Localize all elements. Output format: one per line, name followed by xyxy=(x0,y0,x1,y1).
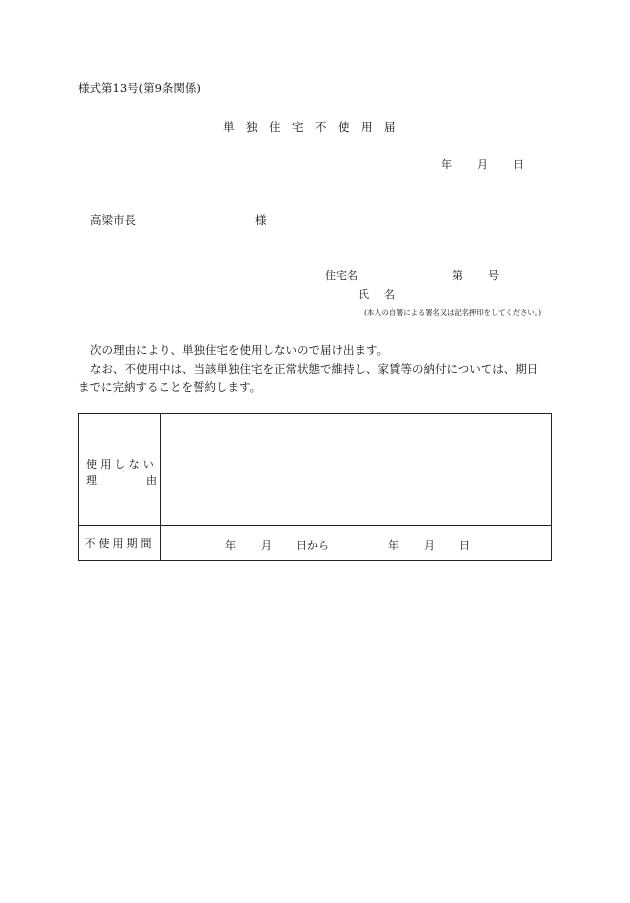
details-table xyxy=(78,413,552,561)
reason-row xyxy=(79,414,552,526)
period-value-cell[interactable] xyxy=(161,526,552,561)
title-char: 住 xyxy=(269,120,281,134)
title-char: 届 xyxy=(384,120,396,134)
reason-label-line2b: 由 xyxy=(146,474,157,487)
reason-label-line2a: 理 xyxy=(86,474,97,487)
period-row xyxy=(79,526,552,561)
name-label-first: 氏 xyxy=(358,288,369,301)
title-char: 用 xyxy=(361,120,373,134)
period-from-year: 年 xyxy=(225,539,236,552)
period-from-month: 月 xyxy=(261,539,272,552)
name-label-second: 名 xyxy=(384,288,395,301)
addressee-name: 高梁市長 xyxy=(90,213,136,227)
form-number: 様式第13号(第9条関係) xyxy=(78,81,201,95)
title-char: 不 xyxy=(315,120,327,134)
housing-number-prefix: 第 xyxy=(452,269,463,282)
addressee-honorific: 様 xyxy=(255,213,267,227)
reason-label-line1: 使用しない xyxy=(86,458,157,471)
date-day-label: 日 xyxy=(513,158,524,171)
body-line-2: なお、不使用中は、当該単独住宅を正常状態で維持し、家賃等の納付については、期日 xyxy=(90,362,539,376)
title-char: 宅 xyxy=(292,120,304,134)
signature-note: (本人の自署による署名又は記名押印をしてください。) xyxy=(364,308,541,317)
body-line-1: 次の理由により、単独住宅を使用しないので届け出ます。 xyxy=(90,343,389,357)
period-from-day: 日から xyxy=(296,539,329,552)
housing-name-label: 住宅名 xyxy=(325,269,358,282)
title-char: 使 xyxy=(338,120,350,134)
body-line-3: までに完納することを誓約します。 xyxy=(78,380,262,394)
period-label-cell: 不使用期間 xyxy=(79,526,161,561)
date-month-label: 月 xyxy=(477,158,488,171)
housing-number-suffix: 号 xyxy=(488,269,499,282)
date-year-label: 年 xyxy=(441,158,452,171)
period-to-month: 月 xyxy=(424,539,435,552)
period-to-day: 日 xyxy=(459,539,470,552)
reason-label-cell xyxy=(79,414,161,526)
reason-value-cell[interactable] xyxy=(161,414,552,526)
form-title xyxy=(223,119,407,135)
title-char: 単 xyxy=(223,120,235,134)
period-to-year: 年 xyxy=(388,539,399,552)
title-char: 独 xyxy=(246,120,258,134)
